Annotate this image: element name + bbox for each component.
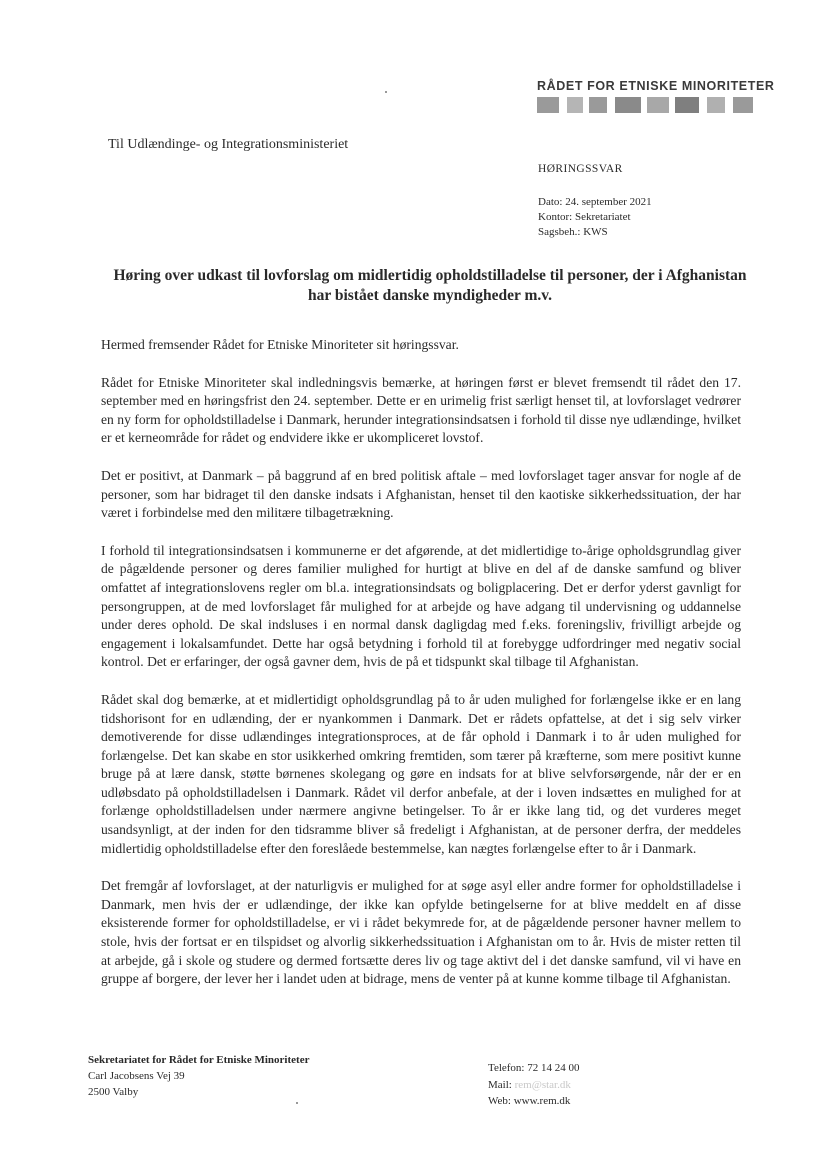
footer-address <box>88 1052 309 1100</box>
footer-street: Carl Jacobsens Vej 39 <box>88 1070 185 1082</box>
meta-date: Dato: 24. september 2021 <box>538 196 652 208</box>
letterhead-logo-graphic <box>537 97 753 113</box>
footer-mail <box>488 1077 580 1094</box>
document-type: HØRINGSSVAR <box>538 163 623 175</box>
meta-office: Kontor: Sekretariatet <box>538 211 631 223</box>
paragraph-concern: Det fremgår af lovforslaget, at der naturligvis er mulighed for at søge asyl eller andre former for opholdstilladelse i Danmark, men hvis der er udlændinge, der ikke kan opfylde betingelserne for at blive meddelt en af disse eksisterende former for opholdstilladelse, er vi i rådet bekymrede for, at de pågældende personer havner mellem to stole, hvis der fortsat er en tilspidset og alvorlig sikkerhedssituation i Afghanistan om to år. Hvis de mister retten til at arbejde, gå i skole og studere og dermed fortsætte deres liv og tage aktivt del i det danske samfund, vil vi have en gruppe af borgere, der lever her i landet uden at bidrage, mens de venter på at kunne komme tilbage til Afghanistan. <box>101 878 741 987</box>
paragraph-extension: Rådet skal dog bemærke, at et midlertidigt opholdsgrundlag på to år uden mulighed for forlængelse ikke er en lang tidshorisont for en udlænding, der er nyankommen i Danmark. Det er rådets opfattelse, at det i sig selv virker demotiverende for disse udlændinges integrationsproces, at de får ophold i Danmark i to år uden mulighed for forlængelse. Det kan skabe en stor usikkerhed omkring fremtiden, som tærer på kræfterne, som mere positivt kunne bruge på at lære dansk, støtte børnenes skolegang og gøre en indsats for at blive selvforsørgende, når der er en udløbsdato på opholdstilladelsen i Danmark. Rådet vil derfor anbefale, at der i loven indsættes en mulighed for at forlænge opholdstilladelsen under nærmere angivne betingelser. To år er ikke lang tid, og det vurderes meget usandsynligt, at der inden for den tidsramme bliver så fredeligt i Afghanistan, at de personer derfra, der meddeles midlertidig opholdstilladelse efter den foreslåede bestemmelse, kan nægtes forlængelse efter to år i Danmark. <box>101 691 741 856</box>
footer-mail-link[interactable]: rem@star.dk <box>514 1078 571 1091</box>
paragraph-deadline: Rådet for Etniske Minoriteter skal indledningsvis bemærke, at høringen først er blevet fremsendt til rådet den 17. september med en høringsfrist den 24. september. Dette er en urimelig frist særligt henset til, at lovforslaget vedrører en ny form for opholdstilladelse i Danmark, herunder integrationsindsatsen i forhold til disse nye udlændinge, hvilket er et kerneområde for rådet og endvidere ikke er ukompliceret lovstof. <box>101 374 741 446</box>
document-title: Høring over udkast til lovforslag om midlertidig opholdstilladelse til personer, der i Afghanistan har bistået danske myndigheder m.v. <box>113 267 747 304</box>
paragraph-intro: Hermed fremsender Rådet for Etniske Minoriteter sit høringssvar. <box>101 337 459 352</box>
paragraph-integration: I forhold til integrationsindsatsen i kommunerne er det afgørende, at det midlertidige to-årige opholdsgrundlag giver de pågældende personer og deres familier mulighed for hurtigt at blive en del af de danske samfund og bliver omfattet af integrationslovens regler om bl.a. integrationsindsats og boligplacering. Det er derfor yderst gavnligt for persongruppen, at de med lovforslaget får mulighed for at arbejde og have adgang til undervisning og uddannelse under deres ophold. De skal indsluses i en normal dansk dagligdag med f.eks. foreningsliv, frivilligt arbejde og engagement i lokalsamfundet. Dette har også betydning i forhold til at forebygge udfordringer med negativ social kontrol. Det er erfaringer, der også gavner dem, hvis de på et tidspunkt skal tilbage til Afghanistan. <box>101 542 741 670</box>
letter-body <box>101 336 741 1008</box>
paragraph-positive: Det er positivt, at Danmark – på baggrund af en bred politisk aftale – med lovforslaget tager ansvar for nogle af de personer, som har bidraget til den danske indsats i Afghanistan, henset til den kaotiske sikkerhedssituation, der har været i forbindelse med den militære tilbagetrækning. <box>101 467 741 521</box>
document-meta <box>538 195 652 240</box>
footer-mail-label: Mail: <box>488 1078 512 1091</box>
scan-speck <box>296 1102 298 1104</box>
footer-web: Web: www.rem.dk <box>488 1095 571 1107</box>
footer-city: 2500 Valby <box>88 1086 139 1098</box>
footer-phone: Telefon: 72 14 24 00 <box>488 1062 580 1074</box>
recipient-line: Til Udlændinge- og Integrationsministeriet <box>108 137 349 152</box>
letterhead-org-name: RÅDET FOR ETNISKE MINORITETER <box>537 79 775 93</box>
scan-speck <box>385 91 387 93</box>
footer-contact <box>488 1060 580 1110</box>
footer-org: Sekretariatet for Rådet for Etniske Minoriteter <box>88 1054 310 1066</box>
meta-handler: Sagsbeh.: KWS <box>538 226 608 238</box>
